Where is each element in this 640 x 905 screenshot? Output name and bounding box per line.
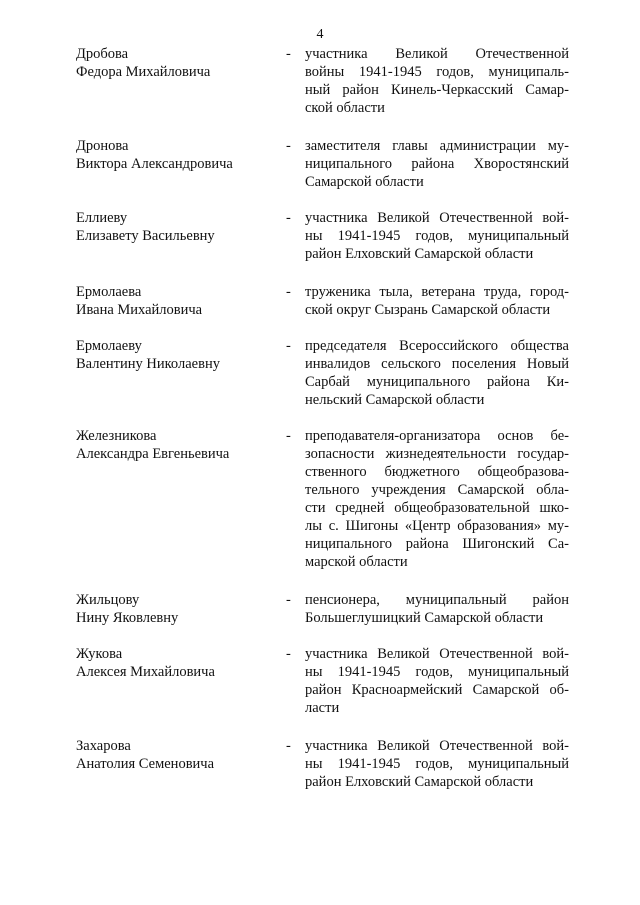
person-name-line: Дронова [76, 138, 129, 154]
person-description-line: ны 1941-1945 годов, муниципальный [305, 756, 569, 772]
dash-separator: - [286, 592, 291, 608]
person-description-line: район Елховский Самарской области [305, 246, 534, 262]
person-name [76, 591, 266, 627]
person-description-line: ской округ Сызрань Самарской области [305, 302, 551, 318]
person-name-line: Анатолия Семеновича [76, 756, 215, 772]
person-name-line: Жильцову [76, 592, 140, 608]
person-description-line: Большеглушицкий Самарской области [305, 610, 544, 626]
person-name [76, 645, 266, 681]
person-description-line: участника Великой Отечественной вой- [305, 210, 569, 226]
person-name [76, 337, 266, 373]
dash-separator: - [286, 138, 291, 154]
person-name [76, 427, 266, 463]
person-name-line: Ивана Михайловича [76, 302, 203, 318]
person-description-line: преподавателя-организатора основ бе- [305, 428, 569, 444]
page-number: 4 [316, 27, 324, 42]
person-name-line: Железникова [76, 428, 157, 444]
dash-separator: - [286, 46, 291, 62]
person-description-line: ской области [305, 100, 385, 116]
person-name-line: Александра Евгеньевича [76, 446, 230, 462]
person-description [305, 737, 569, 791]
person-description [305, 137, 569, 191]
person-description-line: ственного бюджетного общеобразова- [305, 464, 569, 480]
person-description-line: лы с. Шигоны «Центр образования» му- [305, 518, 569, 534]
person-name-line: Захарова [76, 738, 131, 754]
person-name [76, 45, 266, 81]
dash-separator: - [286, 284, 291, 300]
person-name-line: Ермолаева [76, 284, 142, 300]
person-name-line: Алексея Михайловича [76, 664, 215, 680]
person-description-line: нельский Самарской области [305, 392, 485, 408]
person-description-line: участника Великой Отечественной [305, 46, 569, 62]
person-description [305, 337, 569, 409]
person-description-line: зопасности жизнедеятельности государ- [305, 446, 569, 462]
person-description [305, 209, 569, 263]
person-name-line: Еллиеву [76, 210, 128, 226]
dash-separator: - [286, 428, 291, 444]
person-name [76, 283, 266, 319]
person-name-line: Ермолаеву [76, 338, 142, 354]
person-description-line: ниципального района Шигонский Са- [305, 536, 569, 552]
person-name-line: Федора Михайловича [76, 64, 211, 80]
dash-separator: - [286, 738, 291, 754]
person-name-line: Жукова [76, 646, 123, 662]
person-description-line: участника Великой Отечественной вой- [305, 738, 569, 754]
person-name-line: Валентину Николаевну [76, 356, 220, 372]
person-description-line: пенсионера, муниципальный район [305, 592, 569, 608]
person-description [305, 45, 569, 117]
person-description-line: марской области [305, 554, 408, 570]
person-description-line: инвалидов сельского поселения Новый [305, 356, 569, 372]
person-description-line: ный район Кинель-Черкасский Самар- [305, 82, 569, 98]
person-description-line: район Елховский Самарской области [305, 774, 534, 790]
person-description-line: район Красноармейский Самарской об- [305, 682, 569, 698]
person-description-line: Самарской области [305, 174, 424, 190]
person-name [76, 137, 266, 173]
dash-separator: - [286, 646, 291, 662]
dash-separator: - [286, 338, 291, 354]
person-name-line: Дробова [76, 46, 129, 62]
person-description-line: ниципального района Хворостянский [305, 156, 569, 172]
person-description-line: труженика тыла, ветерана труда, город- [305, 284, 569, 300]
person-description-line: ласти [305, 700, 340, 716]
person-name [76, 737, 266, 773]
person-description-line: ны 1941-1945 годов, муниципальный [305, 228, 569, 244]
person-description [305, 283, 569, 319]
person-description [305, 591, 569, 627]
person-name-line: Нину Яковлевну [76, 610, 179, 626]
person-description-line: сти средней общеобразовательной шко- [305, 500, 569, 516]
person-description-line: ны 1941-1945 годов, муниципальный [305, 664, 569, 680]
person-description-line: участника Великой Отечественной вой- [305, 646, 569, 662]
person-description [305, 427, 569, 571]
person-description-line: заместителя главы администрации му- [305, 138, 569, 154]
person-name-line: Виктора Александровича [76, 156, 233, 172]
person-name-line: Елизавету Васильевну [76, 228, 215, 244]
person-description [305, 645, 569, 717]
person-description-line: войны 1941-1945 годов, муниципаль- [305, 64, 569, 80]
dash-separator: - [286, 210, 291, 226]
person-description-line: председателя Всероссийского общества [305, 338, 569, 354]
person-name [76, 209, 266, 245]
person-description-line: Сарбай муниципального района Ки- [305, 374, 569, 390]
person-description-line: тельного учреждения Самарской обла- [305, 482, 569, 498]
